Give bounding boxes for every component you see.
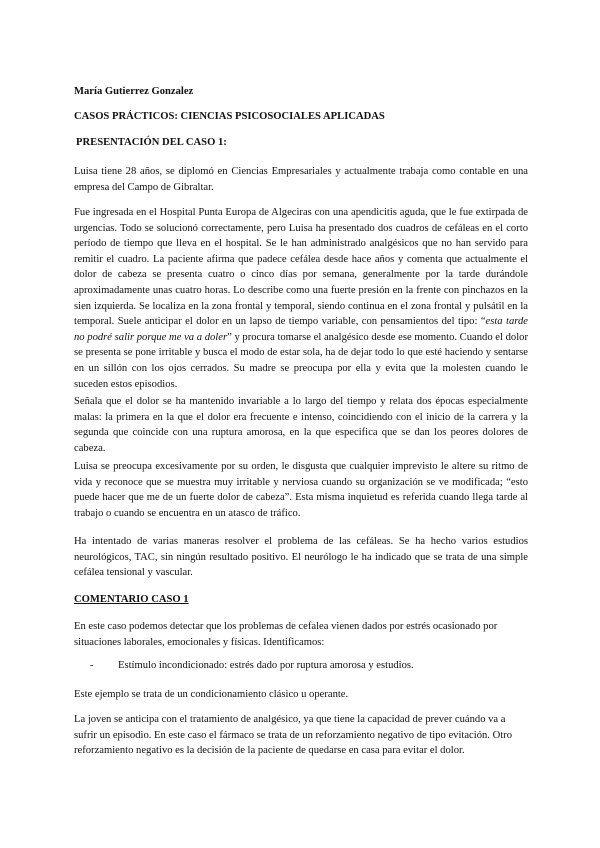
paragraph-comment: En este caso podemos detectar que los problemas de cefalea vienen dados por estrés ocasionado por situaciones laborales, emocionales y físicas. Identificamos: <box>74 621 498 648</box>
paragraph-admission-text: Fue ingresada en el Hospital Punta Europa de Algeciras con una apendicitis aguda, que le fue extirpada de urgencias. Todo se solucionó correctamente, pero Luisa ha presentado dos cuadros de cefáleas en el corto período de tiempo que lleva en el hospital. Se le han administrado analgésicos que no han servido para remitir el cuadro. La paciente afirma que padece cefálea desde hace años y comenta que actualmente el dolor de cabeza se presenta cuatro o cinco días por semana, generalmente por la tarde durándole aproximadamente unas cuatro horas. Lo describe como una fuerte presión en la frente con pinchazos en la sien izquierda. Se localiza en la zona frontal y temporal, siendo continua en el zona frontal y pulsátil en la temporal. Suele anticipar el dolor en un lapso de tiempo variable, con pensamientos del tipo: “ <box>74 207 528 328</box>
author-name: María Gutierrez Gonzalez <box>74 86 194 97</box>
paragraph-studies: Ha intentado de varias maneras resolver el problema de las cefáleas. Se ha hecho varios estudios neurológicos, TAC, sin ningún resultado positivo. El neurólogo le ha indicado que se trata de una simple cefálea tensional y vascular. <box>74 536 528 579</box>
paragraph-conditioning: Este ejemplo se trata de un condicionamiento clásico u operante. <box>74 689 349 700</box>
paragraph-admission <box>74 205 528 392</box>
bullet-dash: - <box>90 660 94 671</box>
paragraph-history: Señala que el dolor se ha mantenido invariable a lo largo del tiempo y relata dos épocas especialmente malas: la primera en la que el dolor era frecuente e intenso, coincidiendo con el inicio de la carrera y la segunda que coincide con una ruptura amorosa, en la que especifica que se dan los peores dolores de cabeza. <box>74 396 528 454</box>
paragraph-personality: Luisa se preocupa excesivamente por su orden, le disgusta que cualquier imprevisto le altere su ritmo de vida y reconoce que se muestra muy irritable y nerviosa cuando su organización se ve modificada; “esto puede hacer que me de un fuerte dolor de cabeza”. Esta misma inquietud es referida cuando llega tarde al trabajo o cuando se encuentra en un atasco de tráfico. <box>74 461 528 519</box>
paragraph-intro: Luisa tiene 28 años, se diplomó en Ciencias Empresariales y actualmente trabaja como contable en una empresa del Campo de Gibraltar. <box>74 166 528 193</box>
paragraph-reinforcement: La joven se anticipa con el tratamiento de analgésico, ya que tiene la capacidad de prever cuándo va a sufrir un episodio. En este caso el fármaco se trata de un reforzamiento negativo de tipo evitación. Otro reforzamiento negativo es la decisión de la paciente de quedarse en casa para evitar el dolor. <box>74 714 513 757</box>
document-title: CASOS PRÁCTICOS: CIENCIAS PSICOSOCIALES APLICADAS <box>74 111 385 122</box>
section-heading-presentation: PRESENTACIÓN DEL CASO 1: <box>76 137 227 148</box>
paragraph-admission-text-end: ” y procura tomarse el analgésico desde ese momento. Cuando el dolor se presenta se pone irritable y busca el modo de estar sola, ha de dejar todo lo que esté haciendo y sentarse en un sillón con los ojos cerrados. Su madre se preocupa por ella y evita que la molesten cuando le suceden estos episodios. <box>74 331 528 390</box>
bullet-text: Estímulo incondicionado: estrés dado por ruptura amorosa y estudios. <box>118 660 414 671</box>
section-heading-comment: COMENTARIO CASO 1 <box>74 594 189 605</box>
list-item <box>90 658 520 674</box>
patient-quote: esta tarde no podré salir porque me va a doler <box>74 316 528 343</box>
